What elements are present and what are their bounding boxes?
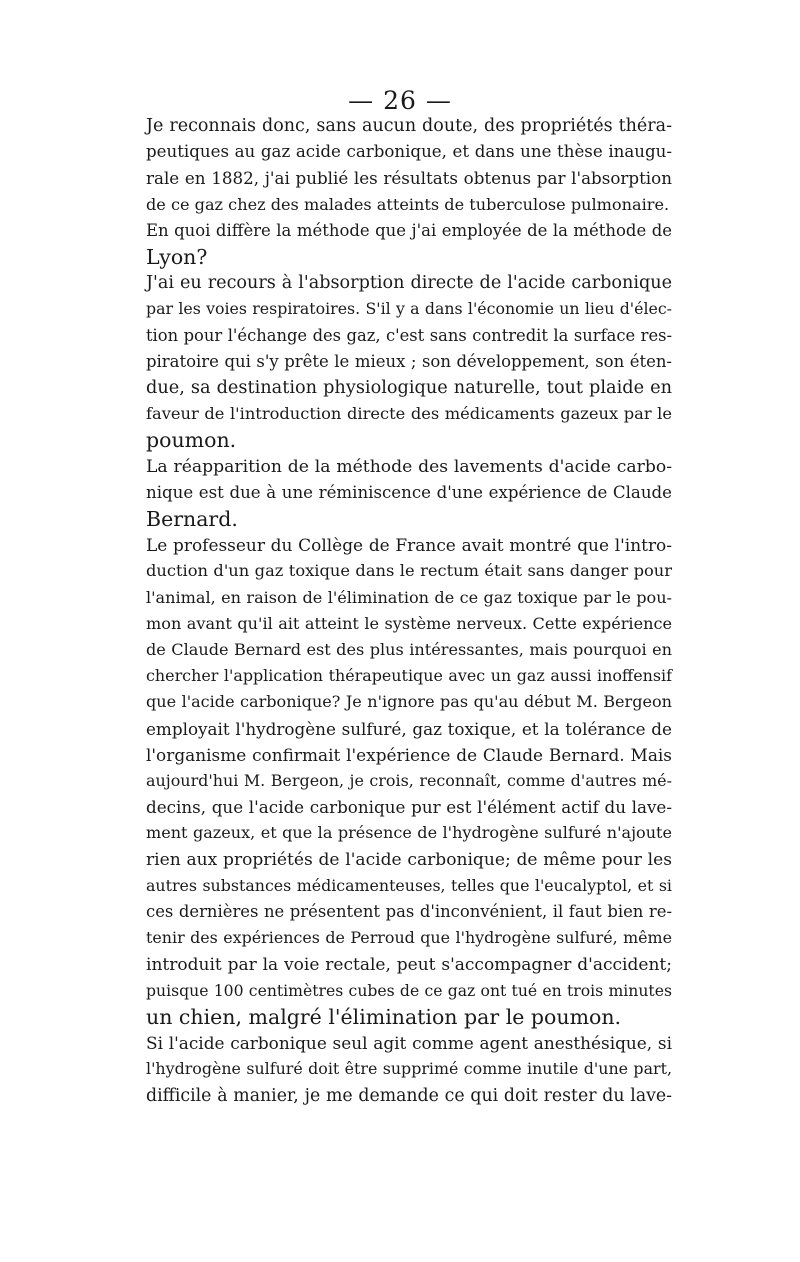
text-line: rale en 1882, j'ai publié les résultats obtenus par l'absorption [146, 168, 672, 189]
text-line: tion pour l'échange des gaz, c'est sans contredit la surface res- [146, 325, 672, 345]
text-line: ment gazeux, et que la présence de l'hydrogène sulfuré n'ajoute [146, 823, 672, 843]
text-line: La réapparition de la méthode des lavements d'acide carbo- [146, 456, 672, 477]
text-line: difficile à manier, je me demande ce qui doit rester du lave- [146, 1085, 672, 1106]
text-line: l'organisme confirmait l'expérience de Claude Bernard. Mais [146, 744, 672, 765]
text-line: J'ai eu recours à l'absorption directe de l'acide carbonique [146, 273, 672, 294]
paragraph [146, 454, 672, 533]
text-line: Le professeur du Collège de France avait montré que l'intro- [146, 535, 672, 556]
page-number: — 26 — [348, 86, 452, 115]
text-line: l'animal, en raison de l'élimination de ce gaz toxique par le pou- [146, 587, 672, 607]
paragraph [146, 1030, 672, 1109]
text-line: Si l'acide carbonique seul agit comme agent anesthésique, si [146, 1033, 672, 1054]
text-line: mon avant qu'il ait atteint le système nerveux. Cette expérience [146, 613, 672, 633]
text-line: due, sa destination physiologique naturelle, tout plaide en [146, 378, 672, 399]
text-line: aujourd'hui M. Bergeon, je crois, reconnaît, comme d'autres mé- [146, 771, 672, 791]
text-line: Je reconnais donc, sans aucun doute, des propriétés théra- [146, 116, 672, 136]
text-line: poumon. [146, 428, 237, 453]
paragraph [146, 532, 672, 1030]
text-line: chercher l'application thérapeutique avec un gaz aussi inoffensif [146, 666, 672, 686]
body-text [146, 113, 672, 1109]
text-line: Bernard. [146, 507, 238, 532]
text-line: En quoi diffère la méthode que j'ai employée de la méthode de [146, 220, 672, 240]
text-line: l'hydrogène sulfuré doit être supprimé comme inutile d'une part, [146, 1059, 672, 1079]
text-line: par les voies respiratoires. S'il y a dans l'économie un lieu d'élec- [146, 299, 672, 319]
paragraph [146, 270, 672, 453]
text-line: nique est due à une réminiscence d'une expérience de Claude [146, 482, 672, 502]
text-line: decins, que l'acide carbonique pur est l'élément actif du lave- [146, 797, 672, 818]
text-line: que l'acide carbonique? Je n'ignore pas qu'au début M. Bergeon [146, 692, 672, 712]
text-line: un chien, malgré l'élimination par le poumon. [146, 1004, 622, 1029]
text-line: duction d'un gaz toxique dans le rectum était sans danger pour [146, 561, 672, 581]
text-line: piratoire qui s'y prête le mieux ; son développement, son éten- [146, 351, 672, 371]
text-line: autres substances médicamenteuses, telles que l'eucalyptol, et si [146, 875, 672, 895]
text-line: introduit par la voie rectale, peut s'accompagner d'accident; [146, 954, 672, 975]
text-line: rien aux propriétés de l'acide carbonique; de même pour les [146, 849, 672, 870]
text-line: puisque 100 centimètres cubes de ce gaz ont tué en trois minutes [146, 980, 672, 1000]
paragraph [146, 218, 672, 270]
text-line: peutiques au gaz acide carbonique, et dans une thèse inaugu- [146, 142, 672, 162]
text-line: de ce gaz chez des malades atteints de tuberculose pulmonaire. [146, 194, 670, 214]
text-line: employait l'hydrogène sulfuré, gaz toxique, et la tolérance de [146, 718, 672, 739]
text-line: de Claude Bernard est des plus intéressantes, mais pourquoi en [146, 640, 672, 660]
paragraph [146, 113, 672, 218]
text-line: Lyon? [146, 245, 208, 270]
text-line: faveur de l'introduction directe des médicaments gazeux par le [146, 404, 672, 424]
text-line: ces dernières ne présentent pas d'inconvénient, il faut bien re- [146, 902, 672, 922]
text-line: tenir des expériences de Perroud que l'hydrogène sulfuré, même [146, 928, 672, 948]
